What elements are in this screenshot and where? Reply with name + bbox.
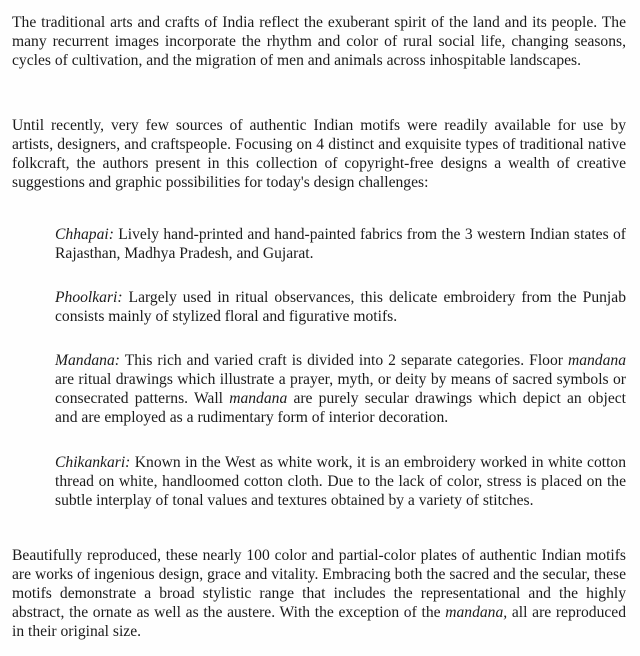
craft-item-chikankari [55,453,626,510]
emphasis-term: mandana, [445,604,508,621]
craft-term: Phoolkari: [55,289,123,306]
craft-description: Lively hand-printed and hand-painted fabrics from the 3 western Indian states of Rajasthan, Madhya Pradesh, and Gujarat. [55,226,626,262]
craft-item-chhapai [55,225,626,263]
collection-paragraph: Until recently, very few sources of authentic Indian motifs were readily available for use by artists, designers, and craftspeople. Focusing on 4 distinct and exquisite types of traditional native folkcraft, the authors present in this collection of copyright-free designs a wealth of creative suggestions and graphic possibilities for today's design challenges: [12,117,626,191]
craft-item-mandana [55,351,626,427]
closing-paragraph [12,546,626,641]
intro-paragraph: The traditional arts and crafts of India reflect the exuberant spirit of the land and its people. The many recurrent images incorporate the rhythm and color of rural social life, changing seasons, cycles of cultivation, and the migration of men and animals across inhospitable landscapes. [12,14,626,69]
closing-text: all are reproduced in their original size. [12,604,626,640]
craft-description: are purely secular drawings which depict an object and are employed as a rudimentary form of interior decoration. [55,390,626,426]
closing-text: Beautifully reproduced, these nearly 100 color and partial-color plates of authentic Indian motifs are works of ingenious design, grace and vitality. Embracing both the sacred and the secular, these motifs demonstrate a broad stylistic range that includes the representational and the highly abstract, the ornate as well as the austere. With the exception of the [12,547,626,621]
emphasis-term: mandana [229,390,288,407]
craft-description: are ritual drawings which illustrate a prayer, myth, or deity by means of sacred symbols or consecrated patterns. Wall [55,371,626,407]
craft-description: Known in the West as white work, it is an embroidery worked in white cotton thread on white, handloomed cotton cloth. Due to the lack of color, stress is placed on the subtle interplay of tonal values and textures obtained by a variety of stitches. [55,454,626,509]
craft-description: Largely used in ritual observances, this delicate embroidery from the Punjab consists mainly of stylized floral and figurative motifs. [55,289,626,325]
craft-description: This rich and varied craft is divided into 2 separate categories. Floor [119,352,568,369]
craft-term: Mandana: [55,352,120,369]
craft-term: Chikankari: [55,454,131,471]
craft-item-phoolkari [55,288,626,326]
emphasis-term: mandana [567,352,626,369]
craft-term: Chhapai: [55,226,114,243]
